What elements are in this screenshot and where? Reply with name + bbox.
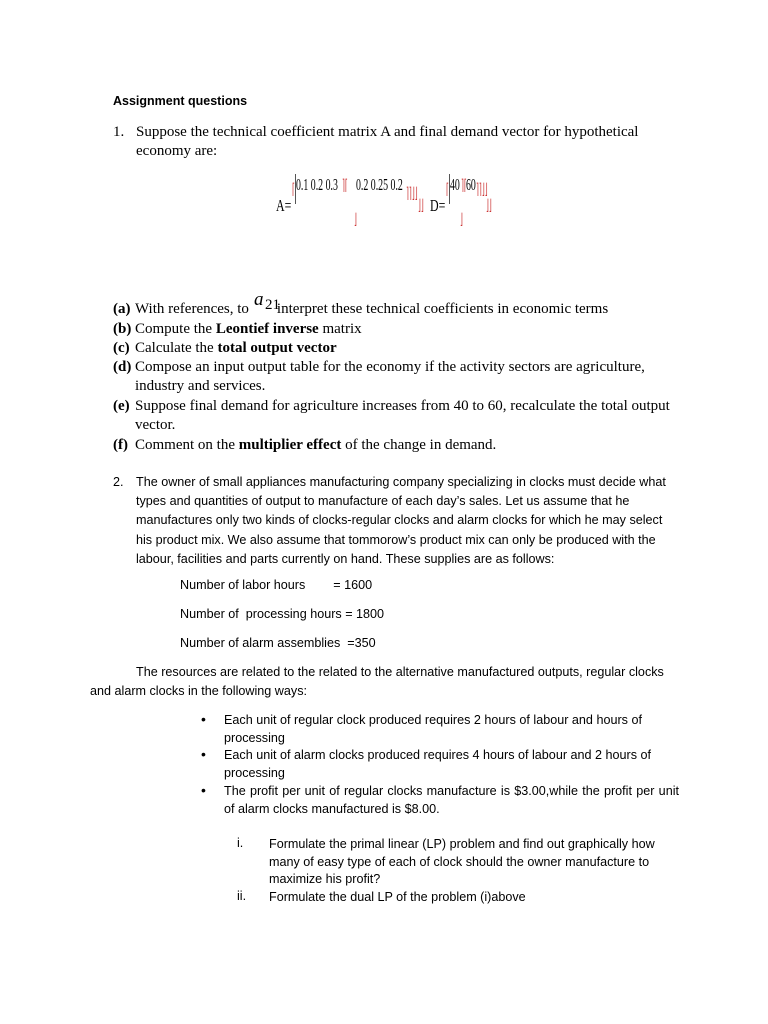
question-1-text: Suppose the technical coefficient matrix A and final demand vector for hypothetical economy are: [136,124,639,159]
matrix-a-label: A= [276,196,292,215]
subquestion-i-number: i. [237,836,244,850]
matrix-d-label: D= [430,196,446,215]
question-1-item-b: (b) Compute the Leontief inverse matrix [113,321,362,337]
subquestion-i-text: Formulate the primal linear (LP) problem and find out graphically how many of easy type of each of clock should the owner manufacture to maximize his profit? [269,837,655,886]
question-1-item-a: (a) With references, to interpret these technical coefficients in economic terms [113,301,609,317]
bullet-alarm-clock: Each unit of alarm clocks produced requires 4 hours of labour and 2 hours of processing [224,748,652,780]
a21-subscript: 21 [265,297,280,313]
question-1-item-d: (d) Compose an input output table for the economy if the activity sectors are agriculture, industry and services. [113,359,645,394]
matrix-a-row1: 0.1 0.2 0.3 [296,175,338,194]
bullet-profit: The profit per unit of regular clocks manufacture is $3.00,while the profit per unit of alarm clocks manufactured is $8.00. [224,784,679,816]
subquestion-ii-number: ii. [237,889,247,903]
assignment-heading: Assignment questions [113,94,248,108]
supply-labor-hours: Number of labor hours = 1600 [180,578,373,592]
question-2-number: 2. [113,475,124,489]
bullet-icon: • [201,782,206,798]
question-1-number: 1. [113,124,125,140]
resources-intro-line-2: and alarm clocks in the following ways: [90,684,307,698]
vector-d-row1: 40 [450,175,460,194]
bullet-icon: • [201,711,206,727]
bullet-icon: • [201,746,206,762]
matrix-equation: A= ⌈ 0.1 0.2 0.3 ⌉⌈ 0.2 0.25 0.2 ⌉⌉⌋⌋ ⌋⌋ ⌋ D= ⌈ 40 ⌉⌈ 60 ⌉⌉⌋⌋ ⌋⌋ ⌋ [276,175,492,228]
question-1-item-c: (c) Calculate the total output vector [113,340,337,356]
supply-alarm-assemblies: Number of alarm assemblies =350 [180,636,376,650]
question-1-item-e: (e) Suppose final demand for agriculture increases from 40 to 60, recalculate the total output vector. [113,398,670,433]
a21-symbol: a [254,289,264,310]
supply-processing-hours: Number of processing hours = 1800 [180,607,385,621]
resources-intro-line-1: The resources are related to the related to the alternative manufactured outputs, regular clocks [136,665,664,679]
bullet-regular-clock: Each unit of regular clock produced requires 2 hours of labour and hours of processing [224,713,642,745]
question-1-item-f: (f) Comment on the multiplier effect of the change in demand. [113,437,497,453]
question-2-text: The owner of small appliances manufacturing company specializing in clocks must decide what types and quantities of output to manufacture of each day’s sales. Let us assume that he manufactures only two kinds of clocks-regular clocks and alarm clocks for which he may select his product mix. We also assume that tommorow’s product mix can only be produced with the labour, facilities and parts currently on hand. These supplies are as follows: [136,475,666,566]
vector-d-row2: 60 [466,175,476,194]
matrix-a-row2: 0.2 0.25 0.2 [356,175,403,194]
subquestion-ii-text: Formulate the dual LP of the problem (i)above [269,890,526,904]
